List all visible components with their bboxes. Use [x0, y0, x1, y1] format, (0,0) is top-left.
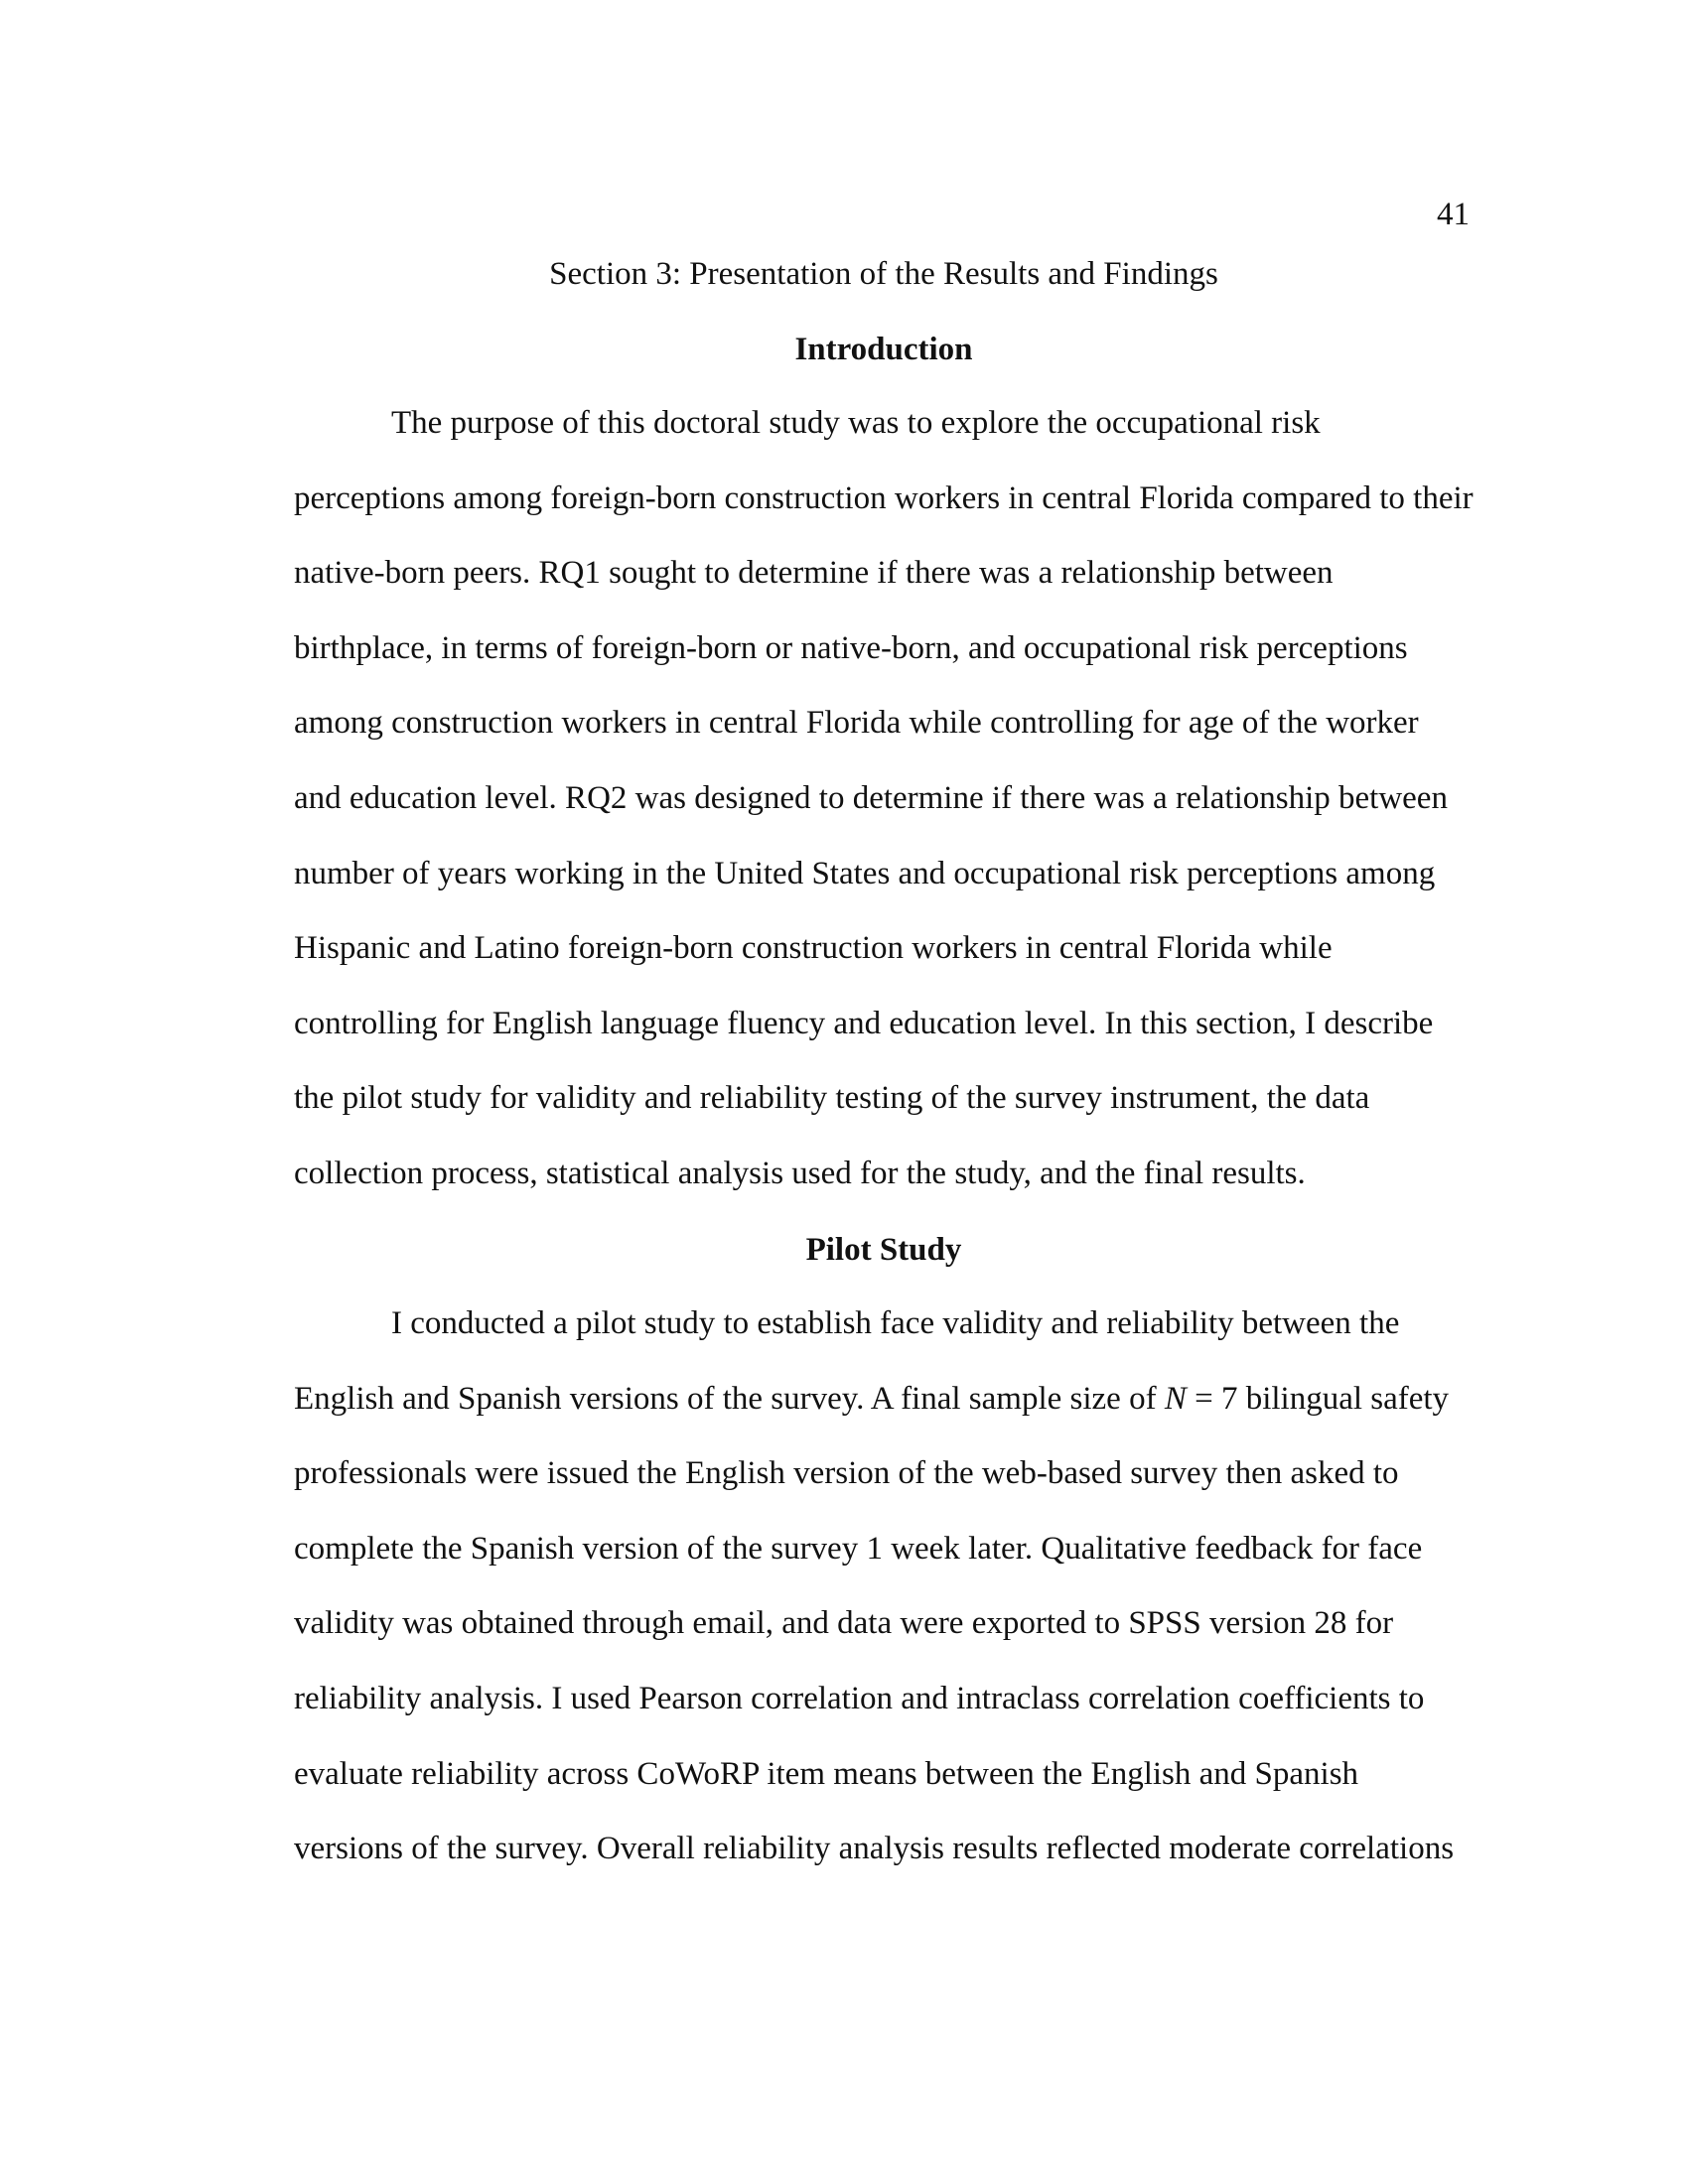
introduction-paragraph	[294, 386, 1476, 1212]
paragraph-line: professionals were issued the English version of the web-based survey then asked to	[294, 1455, 1399, 1492]
paragraph-line: controlling for English language fluency and education level. In this section, I describe	[294, 1005, 1434, 1041]
paragraph-line: evaluate reliability across CoWoRP item means between the English and Spanish	[294, 1755, 1359, 1792]
paragraph-line: birthplace, in terms of foreign-born or native-born, and occupational risk perceptions	[294, 629, 1408, 666]
paragraph-line: perceptions among foreign-born construction workers in central Florida compared to their	[294, 479, 1474, 516]
sample-size-variable: N	[1164, 1380, 1187, 1417]
paragraph-line	[294, 1362, 1476, 1437]
text-fragment: = 7 bilingual safety	[1186, 1380, 1450, 1417]
paragraph-line: I conducted a pilot study to establish face validity and reliability between the	[391, 1305, 1400, 1341]
paragraph-line: number of years working in the United States and occupational risk perceptions among	[294, 855, 1436, 891]
text-fragment: English and Spanish versions of the survey. A final sample size of	[294, 1380, 1165, 1417]
paragraph-line: versions of the survey. Overall reliability analysis results reflected moderate correlations	[294, 1831, 1455, 1867]
paragraph-line: complete the Spanish version of the survey 1 week later. Qualitative feedback for face	[294, 1530, 1423, 1567]
paragraph-line: The purpose of this doctoral study was to explore the occupational risk	[391, 405, 1321, 441]
paragraph-line: reliability analysis. I used Pearson correlation and intraclass correlation coefficients to	[294, 1680, 1425, 1716]
paragraph-line: native-born peers. RQ1 sought to determine if there was a relationship between	[294, 555, 1334, 592]
section-title: Section 3: Presentation of the Results and Findings	[549, 256, 1218, 292]
pilot-study-heading: Pilot Study	[805, 1232, 962, 1268]
paragraph-line: validity was obtained through email, and data were exported to SPSS version 28 for	[294, 1605, 1394, 1642]
introduction-heading: Introduction	[794, 332, 973, 367]
paragraph-line: collection process, statistical analysis used for the study, and the final results.	[294, 1155, 1306, 1191]
pilot-study-paragraph	[294, 1287, 1476, 1887]
paragraph-line: among construction workers in central Florida while controlling for age of the worker	[294, 705, 1419, 742]
paragraph-line: the pilot study for validity and reliability testing of the survey instrument, the data	[294, 1080, 1370, 1117]
paragraph-line: Hispanic and Latino foreign-born construction workers in central Florida while	[294, 930, 1333, 967]
paragraph-line: and education level. RQ2 was designed to determine if there was a relationship between	[294, 779, 1448, 816]
page-number: 41	[1437, 197, 1470, 232]
